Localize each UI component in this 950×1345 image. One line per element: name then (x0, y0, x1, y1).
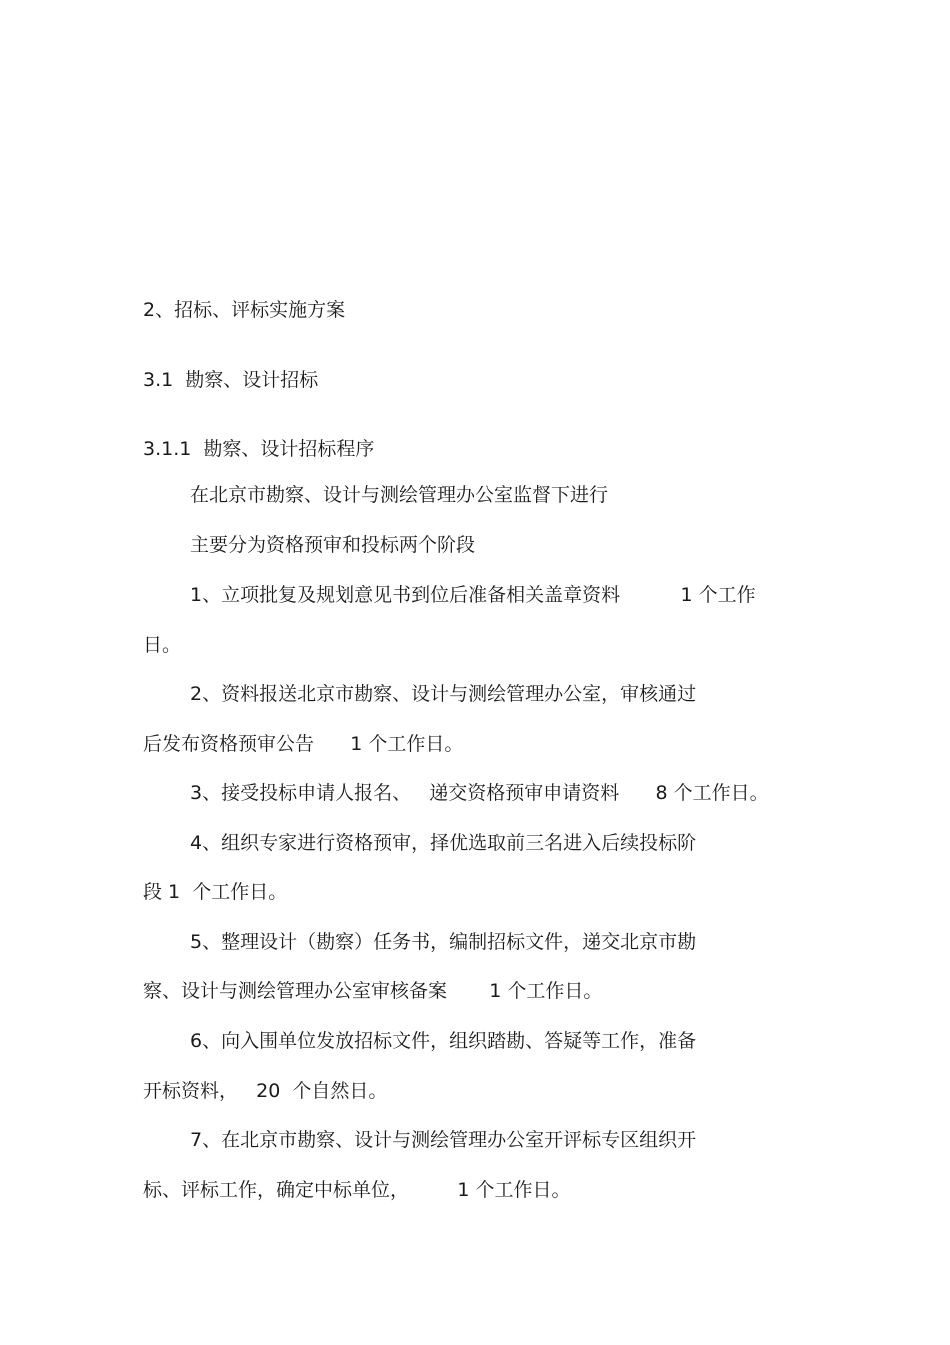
intro-paragraph-1: 在北京市勘察、设计与测绘管理办公室监督下进行 (190, 484, 609, 506)
step-6-line-2: 开标资料， 20 个自然日。 (143, 1080, 388, 1102)
step-7-line-2: 标、评标工作，确定中标单位， 1 个工作日。 (143, 1179, 571, 1201)
step-4-line-2: 段 1 个工作日。 (143, 881, 288, 903)
step-6-line-1: 6、向入围单位发放招标文件，组织踏勘、答疑等工作，准备 (190, 1030, 697, 1052)
step-5-line-2: 察、设计与测绘管理办公室审核备案 1 个工作日。 (143, 980, 603, 1002)
step-2-line-2: 后发布资格预审公告 1 个工作日。 (143, 733, 464, 755)
intro-paragraph-2: 主要分为资格预审和投标两个阶段 (190, 534, 476, 556)
step-2-line-1: 2、资料报送北京市勘察、设计与测绘管理办公室，审核通过 (190, 683, 697, 705)
step-4-line-1: 4、组织专家进行资格预审，择优选取前三名进入后续投标阶 (190, 832, 697, 854)
section-heading-3-1-1: 3.1.1 勘察、设计招标程序 (143, 438, 375, 460)
section-heading-2: 2、招标、评标实施方案 (143, 299, 346, 321)
step-1-line-2: 日。 (143, 634, 182, 656)
step-7-line-1: 7、在北京市勘察、设计与测绘管理办公室开评标专区组织开 (190, 1129, 697, 1151)
step-1-line-1: 1、立项批复及规划意见书到位后准备相关盖章资料 1 个工作 (190, 584, 756, 606)
step-3-line-1: 3、接受投标申请人报名、 递交资格预审申请资料 8 个工作日。 (190, 782, 769, 804)
section-heading-3-1: 3.1 勘察、设计招标 (143, 369, 319, 391)
step-5-line-1: 5、整理设计（勘察）任务书，编制招标文件，递交北京市勘 (190, 931, 697, 953)
